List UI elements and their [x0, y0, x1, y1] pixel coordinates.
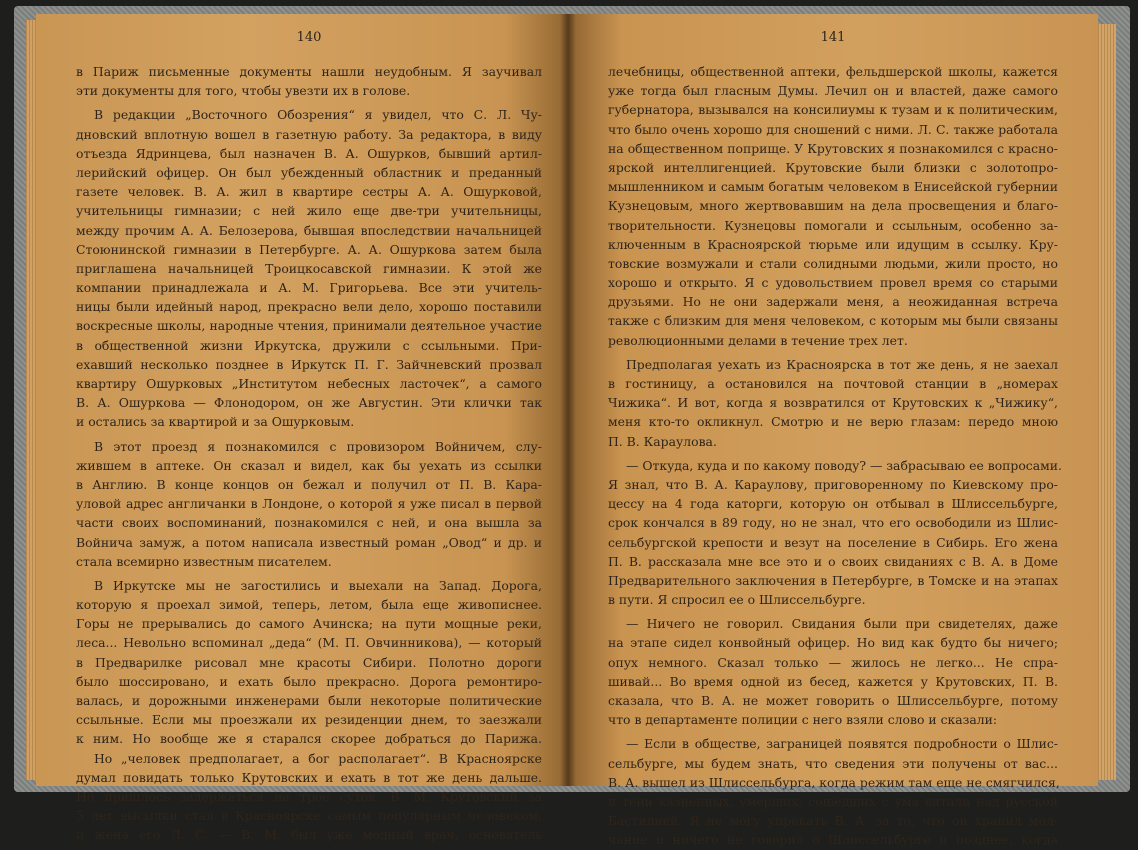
- text-line: Чижика“. И вот, когда я возвратился от Крутовских к „Чижику“,: [608, 395, 1058, 411]
- text-line: губернатора, вызывался на консилиумы к тузам и к политическим,: [608, 102, 1058, 118]
- text-line: 5 лет высылки стал в Красноярске самым популярным человеком,: [76, 808, 542, 824]
- text-line: и жена его Л. С. — В. М. был уже модный врач, основатель: [76, 827, 542, 843]
- text-line: на этапе сидел конвойный офицер. Но вид как будто бы ничего;: [608, 635, 1058, 651]
- text-line: думал повидать только Крутовских и ехать в тот же день дальше.: [76, 769, 542, 785]
- text-line: Стоюнинской гимназии в Петербурге. А. А. Ошуркова затем была: [76, 241, 542, 257]
- text-line: чание и ничего не говорил о Шлиссельбурге и позднее, когда: [608, 832, 1058, 848]
- text-line: революционными делами в течение трех лет.: [608, 332, 908, 348]
- text-line: квартиру Ошурковых „Институтом небесных ласточек“, а самого: [76, 376, 542, 391]
- text-line: в Париж письменные документы нашли неудобным. Я заучивал: [76, 64, 542, 79]
- text-line: друзьями. Но не они задержали меня, а неожиданная встреча: [608, 294, 1058, 310]
- text-line: между прочим А. А. Белозерова, бывшая впоследствии начальницей: [76, 222, 542, 238]
- text-line: леса... Невольно вспоминал „деда“ (М. П. Овчинникова), — который: [76, 635, 542, 651]
- text-line: Я знал, что В. А. Караулову, приговоренному по Киевскому про-: [608, 476, 1058, 492]
- text-line: В этот проезд я познакомился с провизором Войничем, слу-: [94, 438, 542, 454]
- text-line: валась, и дорожными инженерами были некоторые политические: [76, 693, 542, 708]
- text-line: части своих воспоминаний, познакомился с ней, и она вышла за: [76, 515, 542, 531]
- text-line: также с близким для меня человеком, с которым мы были связаны: [608, 313, 1058, 329]
- text-line: эти документы для того, чтобы увезти их в голове.: [76, 83, 411, 99]
- text-line: П. В. рассказала мне все это и о своих свиданиях с В. А. в Доме: [608, 553, 1058, 569]
- text-line: хорошо и открыто. Я с удовольствием провел время со старыми: [608, 275, 1058, 291]
- text-line: — Ничего не говорил. Свидания были при свидетелях, даже: [626, 616, 1058, 632]
- text-line: сельбурге, мы будем знать, что сведения эти получены от вас...: [608, 755, 1058, 771]
- book-gutter: [560, 14, 576, 786]
- right-page: [568, 14, 1098, 848]
- text-line: — Если в обществе, заграницей появятся подробности о Шлис-: [626, 736, 1058, 752]
- text-line: к ним. Но вообще же я старался скорее добраться до Парижа.: [76, 731, 542, 747]
- text-line: Предполагая уехать из Красноярска в тот же день, я не заехал: [626, 356, 1058, 372]
- text-line: и остались за квартирой и за Ошурковым.: [76, 414, 355, 430]
- text-line: приглашена начальницей Троицкосавской гимназии. К этой же: [76, 260, 542, 276]
- text-line: опух немного. Сказал только — жилось не легко... Не спра-: [608, 654, 1058, 670]
- text-line: товские возмужали и стали солидными людьми, жили просто, но: [608, 255, 1058, 271]
- text-line: и тени казненных, умерших, сошедших с ума витали над русской: [608, 793, 1058, 809]
- text-line: шивай... Во время одной из бесед, кажется у Крутовских, П. В.: [608, 673, 1058, 689]
- text-line: уже тогда был гласным Думы. Лечил он и властей, даже самого: [608, 83, 1058, 99]
- text-line: отъезда Ядринцева, был назначен В. А. Ошурков, бывший артил-: [76, 145, 542, 161]
- text-line: — Откуда, куда и по какому поводу? — забрасываю ее вопросами.: [626, 457, 1062, 473]
- text-line: стала всемирно известным писателем.: [76, 553, 332, 569]
- text-line: меня кто-то окликнул. Смотрю и не верю глазам: передо мною: [608, 414, 1058, 430]
- page-number: 140: [296, 30, 322, 45]
- right-page-edges: [1098, 24, 1116, 780]
- text-line: ницы были идейный народ, прекрасно вели дело, хорошо поставили: [76, 299, 542, 315]
- text-line: цессу на 4 года каторги, которую он отбывал в Шлиссельбурге,: [608, 496, 1058, 512]
- text-line: в Англию. В конце концов он бежал и получил от П. В. Кара-: [76, 476, 542, 492]
- text-line: компании принадлежала и А. М. Григорьева. Все эти учитель-: [76, 280, 542, 296]
- text-line: на общественном поприще. У Крутовских я познакомился с красно-: [608, 140, 1058, 156]
- text-line: в Предварилке рисовал мне красоты Сибири. Полотно дороги: [76, 654, 542, 670]
- text-line: ключенным в Красноярской тюрьме или идущим в ссылку. Кру-: [608, 236, 1058, 252]
- text-line: что было очень хорошо для сношений с ними. Л. С. также работала: [608, 121, 1058, 137]
- text-line: Горы не прерывались до самого Ачинска; на пути мощные реки,: [76, 616, 542, 632]
- left-page: [36, 14, 568, 843]
- text-line: ехавший несколько позднее в Иркутск П. Г. Зайчневский прозвал: [76, 356, 542, 372]
- text-line: мышленником и самым богатым человеком в Енисейской губернии: [608, 179, 1058, 195]
- text-line: в пути. Я спросил ее о Шлиссельбурге.: [608, 592, 866, 608]
- text-line: В. А. вышел из Шлиссельбурга, когда режим там еще не смягчился,: [608, 774, 1060, 790]
- text-line: газете человек. В. А. жил в квартире сестры А. А. Ошурковой,: [76, 184, 542, 200]
- left-page-text: [76, 62, 542, 845]
- text-line: В Иркутске мы не загостились и выехали на Запад. Дорога,: [94, 577, 542, 593]
- text-line: сказала, что В. А. не может говорить о Шлиссельбурге, потому: [608, 693, 1058, 708]
- text-line: Бастилией. Я не могу упрекать В. А. за то, что он хранил мол-: [608, 813, 1058, 829]
- text-line: сельбургской крепости и везут на поселение в Сибирь. Его жена: [608, 534, 1058, 550]
- text-line: Но пришлось задержаться на трое суток. В. М. Крутовский за: [76, 788, 542, 804]
- text-line: было шоссировано, и ехать было прекрасно. Дорога ремонтиро-: [76, 673, 542, 689]
- left-page-edges: [26, 20, 36, 780]
- text-line: уловой адрес англичанки в Лондоне, о которой я уже писал в первой: [76, 496, 542, 512]
- text-line: лечебницы, общественной аптеки, фельдшерской школы, кажется: [608, 64, 1058, 79]
- text-line: П. В. Караулова.: [608, 433, 717, 449]
- text-line: жившем в аптеке. Он сказал и видел, как бы уехать из ссылки: [76, 457, 542, 473]
- text-line: Кузнецовым, много жертвовавшим на дела просвещения и благо-: [608, 198, 1058, 214]
- text-line: которую я проехал зимой, теперь, летом, была еще живописнее.: [76, 597, 542, 613]
- text-line: учительницы гимназии; с ней жило еще две-три учительницы,: [76, 203, 542, 219]
- text-line: ярской интеллигенцией. Крутовские были близки с золотопро-: [608, 159, 1058, 175]
- text-line: Войнича замуж, а потом написала известный роман „Овод“ и др. и: [76, 534, 542, 550]
- text-line: Предварительного заключения в Петербурге, в Томске и на этапах: [608, 572, 1058, 588]
- text-line: в гостиницу, а остановился на почтовой станции в „номерах: [608, 376, 1058, 391]
- text-line: Но „человек предполагает, а бог располагает“. В Красноярске: [94, 750, 542, 766]
- page-number: 141: [820, 30, 846, 45]
- text-line: дновский вплотную вошел в газетную работу. За редактора, в виду: [76, 126, 542, 142]
- text-line: творительности. Кузнецовы помогали и ссыльным, особенно за-: [608, 217, 1058, 233]
- text-line: В. А. Ошуркова — Флонодором, он же Августин. Эти клички так: [76, 395, 542, 411]
- text-line: в общественной жизни Иркутска, дружили с ссыльными. При-: [76, 337, 542, 353]
- text-line: воскресные школы, народные чтения, принимали деятельное участие: [76, 318, 542, 334]
- text-line: В редакции „Восточного Обозрения“ я увидел, что С. Л. Чу-: [94, 107, 542, 123]
- text-line: что в департаменте полиции с него взяли слово и сказали:: [608, 712, 998, 728]
- right-page-text: [608, 62, 1062, 850]
- text-line: ссыльные. Если мы проезжали их резиденции днем, то заезжали: [76, 712, 542, 728]
- text-line: лерийский офицер. Он был убежденный областник и преданный: [76, 164, 542, 180]
- text-line: срок кончался в 89 году, но не знал, что его освободили из Шлис-: [608, 515, 1058, 531]
